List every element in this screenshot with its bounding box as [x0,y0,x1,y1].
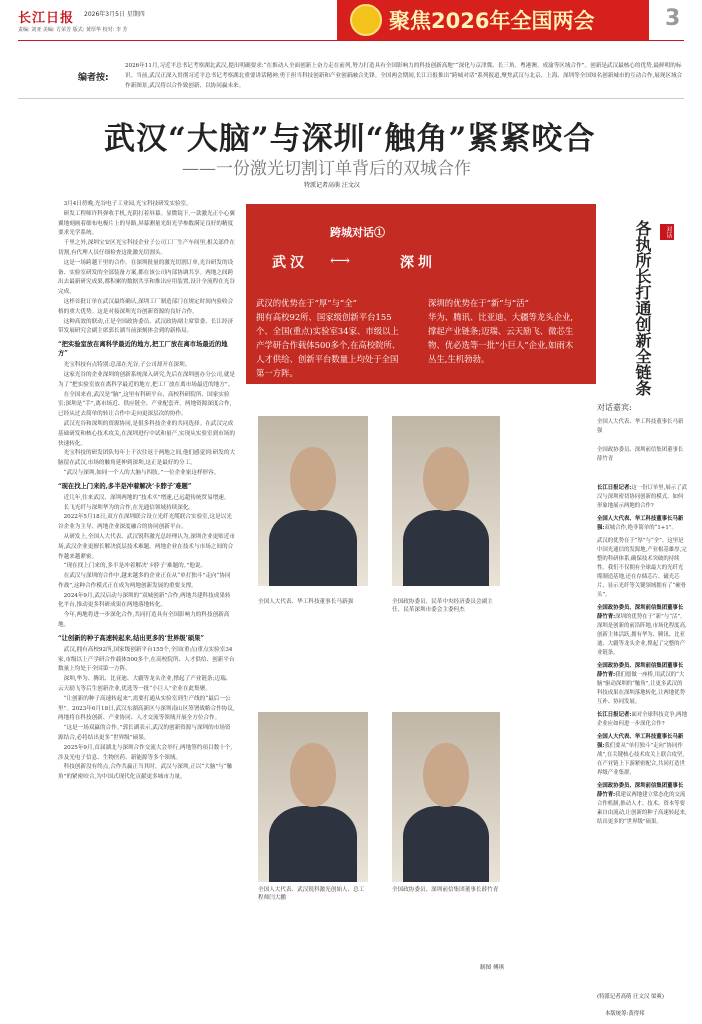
article-body [58,200,236,1020]
qa-text: 双城合作,绝非简单的“1+1”。 [604,525,677,531]
editor-credit: 本版统筹:黄得邦 [605,1011,645,1017]
paragraph: 光宝科技有点特别:总部在光谷,子公司却开在深圳。 [63,362,191,369]
paragraph: “武汉与深圳,如同一个人的大脑与四肢。”一位企业家这样形容。 [63,469,220,476]
paragraph: “这是一场双赢的合作。”郭长湖表示,武汉的创新资源与深圳的市场资源结合,必将结出更多“世界级”硕果。 [58,725,231,742]
paragraph: 这种高效的联动,正是全国政协委员、武汉政协副主席常委、长江经济带发展研究会副主席郭长湖当前深刻体会到的新格局。 [58,318,234,335]
paragraph: “现在找上门来的,多半是冲着解决‘卡脖子’难题的。”他说。 [63,563,207,570]
qa-text: 我们愿做一座桥,用武汉的“大脑”驱动深圳的“触角”,让更多武汉的科技成果在深圳落地转化,让两地优势互补、协同发展。 [597,672,685,705]
masthead-brand: 长江日报 [18,11,75,26]
divider [18,98,684,99]
qa-text: 面对全球科技竞争,两地企业应如何进一步深化合作? [597,712,687,727]
paragraph: 2025年9月,首届湖北与深圳合作交流大会举行,两地签约项目数十个,涉及光电子信息、生物医药、新能源等多个领域。 [58,744,233,761]
portrait-photo [258,712,368,882]
qa-text: 我建议两地建立常态化的交流合作机制,推动人才、技术、资本等要素自由流动,让创新的种子高速转起来,结出更多的“世界级”硕果。 [597,792,687,825]
signoff: (特派记者高萌 汪文汉 梁爽) [597,994,664,1000]
qa-speaker: 长江日报记者: [597,712,632,718]
paragraph: 从研发上,全国人大代表、武汉锐科激光总经理认为,深圳企业更贴近市场,武汉企业更擅长解决底层技术难题。两地企业在技术与市场之间的合作越来越紧密。 [58,533,235,560]
qa-speaker: 全国政协委员、深圳前信集团董事长薛竹青: [597,605,684,620]
banner-title: 聚焦2026年全国两会 [389,9,595,33]
qa-item [597,515,687,533]
qa-item [597,733,687,778]
paragraph: 2024年9月,武汉启动与深圳的“双城创新”合作,两地共建科技成果转化平台,推动更多科研成果在两地落地转化。 [58,592,231,609]
paragraph: 光宝科技的研发团队每年上千次往返于两地之间,他们感觉到:研发的大脑留在武汉,市场的触角延伸到深圳,这正是最好的分工。 [58,450,236,467]
editor-note-text: 2026年11月,习近平总书记考察湖北武汉,提出明确要求:“在推动人全面创新上奋力走在前列,努力打造具有全国影响力的科技创新高地”“深化与京津冀、长三角、粤港澳、成渝等区域合作”。创新是武汉最核心的优势,最鲜明的标识。当前,武汉正深入贯彻习近平总书记考察湖北重要讲话精神,勇于担当科技创新和产业创新融合先锋。全国两会期间,长江日报推出“跨城对话”系列报道,聚焦武汉与北京、上海、深圳等全国知名创新城市的互动合作,展现区域合作新图景,武汉将以合作致创新、以协同赢未来。 [125,63,683,89]
photo-caption: 全国政协委员、民革中央经济委员会副主任、民革深圳市委会主委何杰 [392,599,493,613]
guest-1: 全国人大代表、华工科技董事长马新强 [597,419,684,434]
qa-item [597,537,687,600]
panel-left-text: 武汉的优势在于“厚”与“全” 拥有高校92所、国家级创新平台155个、全国(重点)实验室34家、市级以上产学研合作载体500多个,在高校院所、人才供给、创新平台数量上均处于全国第一方阵。 [256,298,401,378]
emblem-icon [350,4,382,36]
paragraph: 长飞光纤与深圳华为的合作,在光通信领域持续深化。 [63,504,195,511]
qa-item [597,484,687,511]
qa-item [597,662,687,707]
qa-item [597,604,687,658]
qa-speaker: 全国政协委员、深圳前信集团董事长薛竹青: [597,783,684,798]
paragraph: “让创新的种子高速转起来”,需要打通从实验室到生产线的“最后一公里”。2023年6月18日,武汉东湖高新区与深圳南山区签署战略合作协议,两地将在科技创新、产业协同、人才交流等领域开展全方位合作。 [58,695,235,722]
guest-label: 对话嘉宾: [597,403,632,412]
photo-caption: 全国人大代表、武汉锐科激光创始人、总工程师闫大鹏 [258,887,365,901]
dateline: 2026年3月5日 星期四 [84,11,145,18]
qa-item [597,782,687,827]
subhead: ——一份激光切割订单背后的双城合作 [182,159,471,179]
paragraph: 深圳,华为、腾讯、比亚迪、大疆等龙头企业,撑起了产业链条;迈瑞、云天励飞等后生创新企业,优选等一批“小巨人”企业在此集聚。 [58,676,232,693]
qa-speaker: 长江日报记者: [597,485,632,491]
masthead-meta: 责编: 刘亚 美编: 方荣芳 版式: 黄厚华 校对: 李 芳 [18,27,128,33]
paragraph-group [58,494,236,631]
qa-text: 武汉的优势在于“厚”与“全”。这里是中国光通信的发源地,产业根基雄厚,完整的科研体系,确保技术突破的持续性。我们不仅拥有全球最大的光纤光缆制造基地,还在存储芯片、磁光芯片、显示光纤等关键领域拥有了“硬骨头”。 [597,538,687,598]
portrait-photo [258,416,368,586]
portrait-photo [392,416,500,586]
qa-text: 我们要从“单打独斗”走向“协同作战”,在关键核心技术攻关上联合攻坚,在产业链上下游紧密配合,共同打造世界级产业集群。 [597,743,685,776]
header-rule [18,40,684,41]
paragraph: 武汉光谷和深圳的资源协同,是很多科技企业的共同选择。在武汉完成基础研发和核心技术攻关,在深圳进行中试和量产,实现从实验室到市场的快速转化。 [58,420,235,447]
qa-speaker: 全国人大代表、华工科技董事长马新强: [597,734,684,749]
paragraph: 2022年5月18日,双方在深圳联合设立光纤光缆联合实验室,这是以光谷企业为主导、两地企业深度融合的协同创新平台。 [58,514,232,531]
editor-note-label: 编者按: [78,73,109,83]
headline: 武汉“大脑”与深圳“触角”紧紧咬合 [104,121,596,157]
paragraph: 这家光谷的企业深圳的创新系统深入研究,先后在深圳创办分公司,就是为了“把实验室放在离科学最近的地方,把工厂放在离市场最近的地方”。 [58,371,235,388]
paragraph: 这是一场跨越千里的合作。在深圳批量的激光切割订单,光谷研发的设备、实验室研发的全部装备方案,都在该公司内部协调共享。两地之间跨出去最新研究成果,都积累的数据共享和推出应用装置,设计全流程在光谷完成。 [58,259,235,296]
qa-column [597,484,687,989]
qa-text: 深圳的优势在于“新”与“活”。深圳是创新的前沿阵地,市场化程度高,创新主体活跃,拥有华为、腾讯、比亚迪、大疆等龙头企业,撑起了完整的产业链条。 [597,614,687,656]
byline: 特派记者高萌 汪文汉 [304,182,360,189]
photo-caption: 全国人大代表、华工科技董事长马新强 [258,599,354,605]
paragraph: 研发工程师许科弹收手机,光阴打着屏幕。显微镜下,一款激光正小心翼翼地刻画着细布电极片上的导路,屏幕测量光组光学参数满足良好的精度要求光学系统。 [58,210,235,237]
qa-speaker: 全国政协委员、深圳前信集团董事长薛竹青: [597,663,684,678]
vertical-title: 各执所长打通创新全链条 [633,220,652,396]
paragraph-group [58,361,236,479]
photo-caption: 全国政协委员、深圳前信集团董事长薛竹青 [392,887,499,893]
paragraph: 3月4日傍晚,光谷电子工业园,光宝科技研发实验室。 [63,201,192,207]
section-heading: “让创新的种子高速转起来,结出更多的‘世界级’硕果” [58,634,205,642]
double-arrow-icon: ⟷ [330,253,351,269]
panel-title: 跨城对话① [330,226,385,239]
city-shenzhen: 深圳 [400,255,436,271]
paragraph-group [58,646,236,783]
paragraph: 在全国来看,武汉是“脑”,这里有科研平台、高校科研院所、国家实验室;深圳是“手”,离市场近、供应链全、产业配套齐。两地资源深度合作,已经从过去简单的转让合作中走向更深层次的协作。 [58,391,232,418]
qa-item [597,711,687,729]
portrait-photo [392,712,500,882]
dialogue-badge: 对话 [660,224,674,240]
city-wuhan: 武汉 [272,255,308,271]
qa-speaker: 全国人大代表、华工科技董事长马新强: [597,516,684,531]
paragraph: 武汉,拥有高校92所,国家级创新平台155个,全国(重点)重点实验室34家,市级以上产学研合作载体500多个,在高校院所、人才供给、创新平台数量上均处于全国第一方阵。 [58,646,235,673]
paragraph: 这样首批订单在武汉最终确认,深圳工厂制造部门在规定时间内验收合格的重大优势。这是对接深圳光谷创新资源的良好合作。 [58,298,234,315]
panel-right-text: 深圳的优势在于“新”与“活” 华为、腾讯、比亚迪、大疆等龙头企业,撑起产业链条;迈瑞、云天励飞、微芯生物、优必选等一批“小巨人”企业,如雨木丛生,生机勃勃。 [428,298,574,364]
paragraph: 千里之外,深圳宝安区光宝科技企业子公司工厂生产车间里,相关部件在切割,有代理人员仔细检查这批激光切割头。 [58,240,235,256]
paragraph: 今年,两地将进一步深化合作,共同打造具有全国影响力的科技创新高地。 [58,612,230,629]
section-heading: “把实验室放在离科学最近的地方,把工厂放在离市场最近的地方” [58,341,228,358]
paragraph: 在武汉与深圳的合作中,越来越多的企业正在从“单打独斗”走向“协同作战”,这种合作模式正在成为两地创新发展的重要支撑。 [58,573,231,589]
guest-2: 全国政协委员、深圳前信集团董事长薛竹青 [597,447,684,462]
paragraph-group [58,200,236,337]
qa-text: 这一份订单里,展示了武汉与深圳密切协同创新的模式。如何形象地展示两地的合作? [597,485,687,509]
section-heading: “现在找上门来的,多半是冲着解决‘卡脖子’难题” [58,482,192,490]
paragraph: 近几年,往来武汉、深圳两地的“技术买”增速,已远超传统贸易增速。 [63,494,230,501]
photo-credit: 制图 傅琪 [480,965,505,971]
paragraph: 科技创新没有终点,合作共赢正当其时。武汉与深圳,正以“大脑”与“触角”的紧密咬合,为中国式现代化贡献更多城市力量。 [58,764,233,781]
page-number: 3 [665,6,681,31]
